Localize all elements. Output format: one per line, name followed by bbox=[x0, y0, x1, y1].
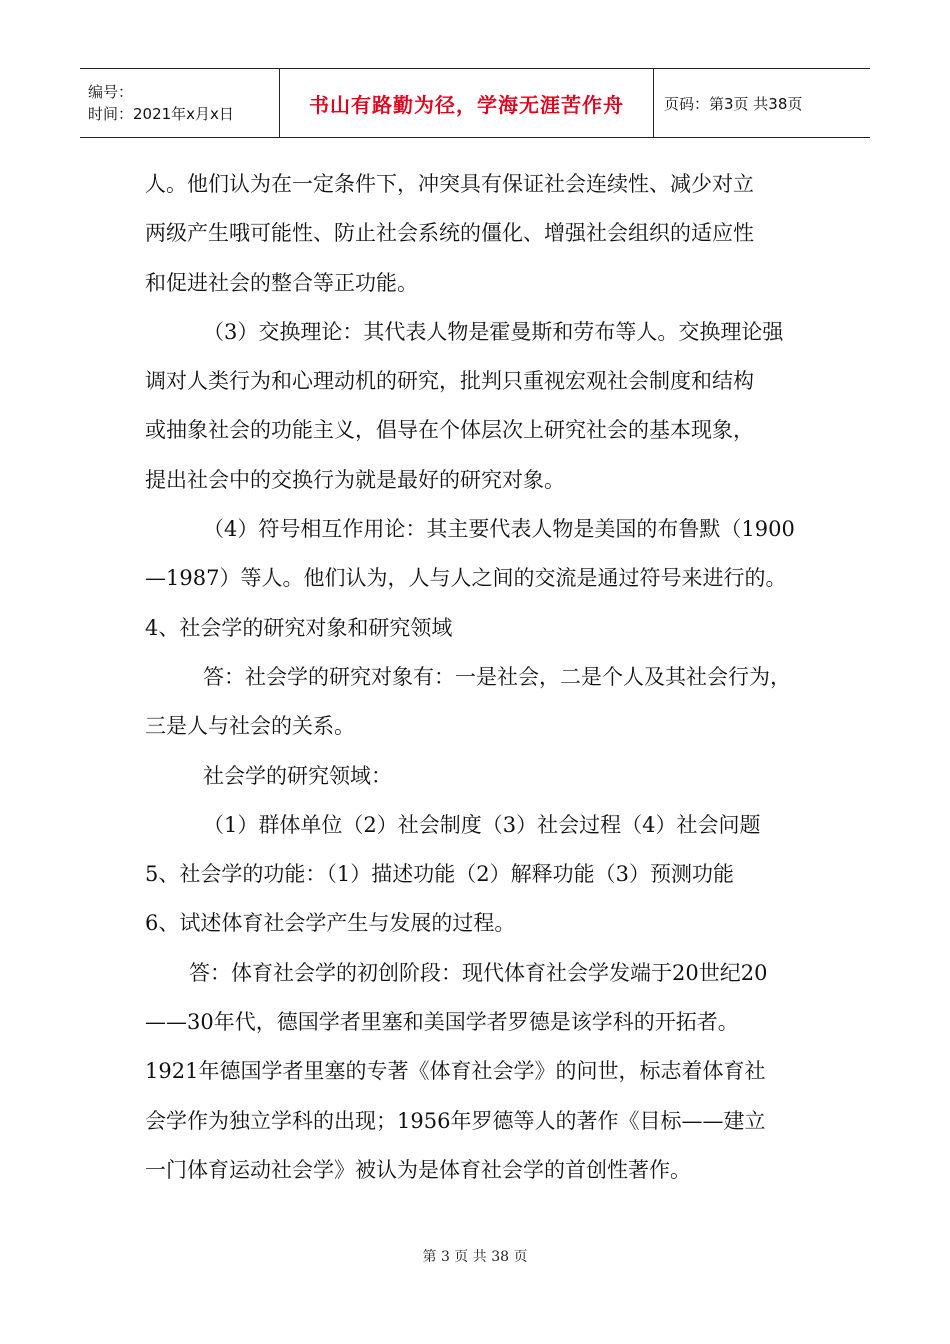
page-footer: 第 3 页 共 38 页 bbox=[422, 1249, 528, 1265]
header-motto-cell bbox=[280, 69, 654, 137]
body-line: 人。他们认为在一定条件下，冲突具有保证社会连续性、减少对立 bbox=[145, 172, 754, 196]
document-number-label: 编号： bbox=[88, 83, 134, 101]
body-line: 调对人类行为和心理动机的研究，批判只重视宏观社会制度和结构 bbox=[145, 369, 754, 394]
body-line: 1921年德国学者里塞的专著《体育社会学》的问世，标志着体育社 bbox=[145, 1059, 766, 1084]
section-heading: 4、社会学的研究对象和研究领域 bbox=[145, 615, 453, 640]
document-date-label: 时间：2021年x月x日 bbox=[88, 105, 234, 123]
body-line: 或抽象社会的功能主义，倡导在个体层次上研究社会的基本现象， bbox=[145, 418, 754, 443]
header-page-cell bbox=[654, 69, 870, 137]
body-line: ——30年代，德国学者里塞和美国学者罗德是该学科的开拓者。 bbox=[145, 1010, 739, 1035]
body-line: 提出社会中的交换行为就是最好的研究对象。 bbox=[145, 467, 565, 492]
body-line: 会学作为独立学科的出现；1956年罗德等人的著作《目标——建立 bbox=[145, 1108, 766, 1133]
section-heading: 6、试述体育社会学产生与发展的过程。 bbox=[145, 911, 516, 936]
header-meta bbox=[80, 69, 280, 137]
body-line: 两级产生哦可能性、防止社会系统的僵化、增强社会组织的适应性 bbox=[145, 221, 754, 246]
body-line: 三是人与社会的关系。 bbox=[145, 714, 355, 739]
body-line: （1）群体单位（2）社会制度（3）社会过程（4）社会问题 bbox=[203, 812, 761, 837]
header-page-number: 页码：第3页 共38页 bbox=[664, 94, 803, 113]
body-line: （3）交换理论：其代表人物是霍曼斯和劳布等人。交换理论强 bbox=[203, 319, 784, 344]
body-line: 答：社会学的研究对象有：一是社会，二是个人及其社会行为， bbox=[203, 664, 791, 689]
document-body bbox=[145, 160, 810, 1195]
body-line: 答：体育社会学的初创阶段：现代体育社会学发端于20世纪20 bbox=[189, 960, 768, 985]
body-line: （4）符号相互作用论：其主要代表人物是美国的布鲁默（1900 bbox=[203, 517, 795, 542]
body-line: 和促进社会的整合等正功能。 bbox=[145, 270, 418, 295]
section-heading: 5、社会学的功能：（1）描述功能（2）解释功能（3）预测功能 bbox=[145, 862, 734, 887]
body-line: —1987）等人。他们认为，人与人之间的交流是通过符号来进行的。 bbox=[145, 566, 787, 591]
header-motto: 书山有路勤为径，学海无涯苦作舟 bbox=[309, 92, 624, 117]
page-header bbox=[80, 68, 870, 138]
body-line: 社会学的研究领域： bbox=[203, 763, 392, 788]
body-line: 一门体育运动社会学》被认为是体育社会学的首创性著作。 bbox=[145, 1157, 691, 1182]
